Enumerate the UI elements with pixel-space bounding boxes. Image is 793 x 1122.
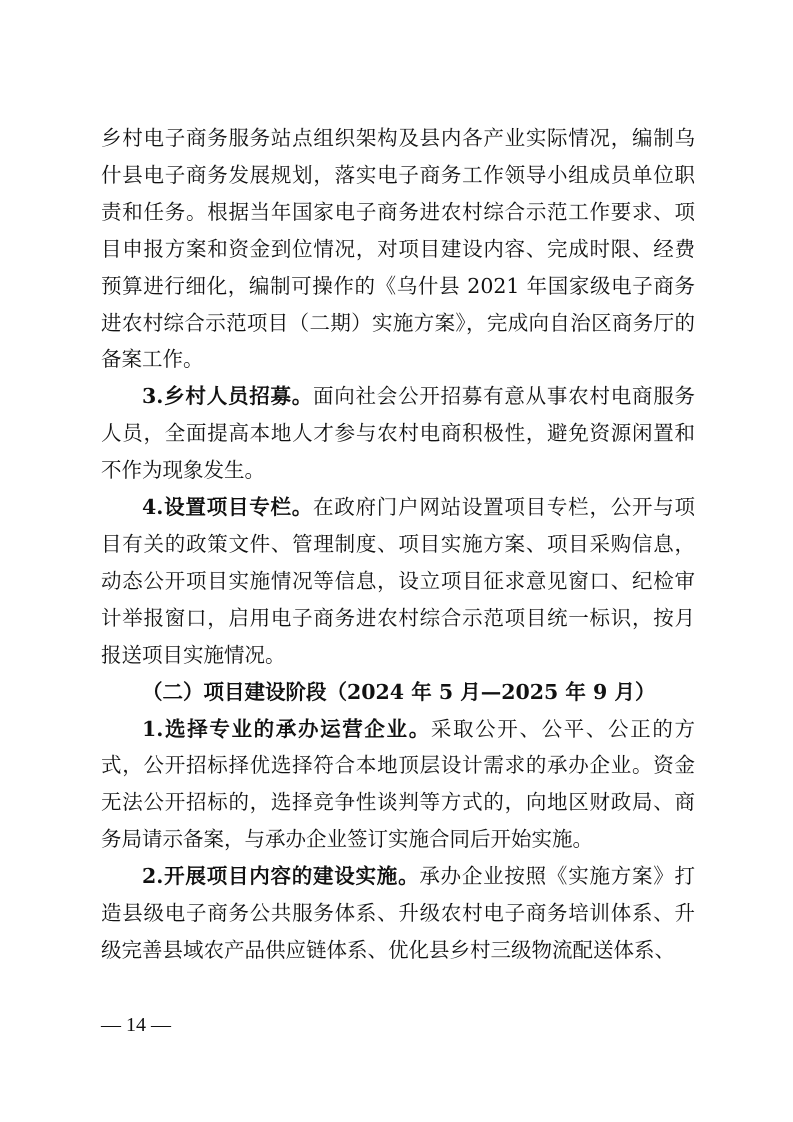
- paragraph-lead: 2.开展项目内容的建设实施。: [142, 864, 420, 889]
- page-number: — 14 —: [101, 1014, 171, 1036]
- paragraph-project-implementation: [101, 858, 695, 969]
- paragraph-rural-staff-recruitment: [101, 378, 695, 489]
- continuation-paragraph: 乡村电子商务服务站点组织架构及县内各产业实际情况，编制乌什县电子商务发展规划，落实电子商务工作领导小组成员单位职责和任务。根据当年国家电子商务进农村综合示范工作要求、项目申报方案和资金到位情况，对项目建设内容、完成时限、经费预算进行细化，编制可操作的《乌什县 2021 年国家级电子商务进农村综合示范项目（二期）实施方案》，完成向自治区商务厅的备案工作。: [101, 126, 695, 372]
- paragraph-lead: 3.乡村人员招募。: [142, 384, 314, 409]
- section-heading: （二）项目建设阶段（2024 年 5 月—2025 年 9 月）: [142, 679, 656, 704]
- paragraph-text: 在政府门户网站设置项目专栏，公开与项目有关的政策文件、管理制度、项目实施方案、项目采购信息，动态公开项目实施情况等信息，设立项目征求意见窗口、纪检审计举报窗口，启用电子商务进农村综合示范项目统一标识，按月报送项目实施情况。: [101, 495, 695, 667]
- paragraph-lead: 1.选择专业的承办运营企业。: [142, 716, 431, 741]
- document-body: [101, 120, 695, 969]
- paragraph-lead: 4.设置项目专栏。: [142, 495, 314, 520]
- paragraph-select-operator: [101, 711, 695, 859]
- paragraph-project-column: [101, 489, 695, 674]
- paragraph-text: 面向社会公开招募有意从事农村电商服务人员，全面提高本地人才参与农村电商积极性，避免资源闲置和不作为现象发生。: [101, 384, 695, 483]
- paragraph-text: 采取公开、公平、公正的方式，公开招标择优选择符合本地顶层设计需求的承办企业。资金无法公开招标的，选择竞争性谈判等方式的，向地区财政局、商务局请示备案，与承办企业签订实施合同后开始实施。: [101, 716, 696, 852]
- paragraph-text: 承办企业按照《实施方案》打造县级电子商务公共服务体系、升级农村电子商务培训体系、升级完善县域农产品供应链体系、优化县乡村三级物流配送体系、: [101, 864, 696, 962]
